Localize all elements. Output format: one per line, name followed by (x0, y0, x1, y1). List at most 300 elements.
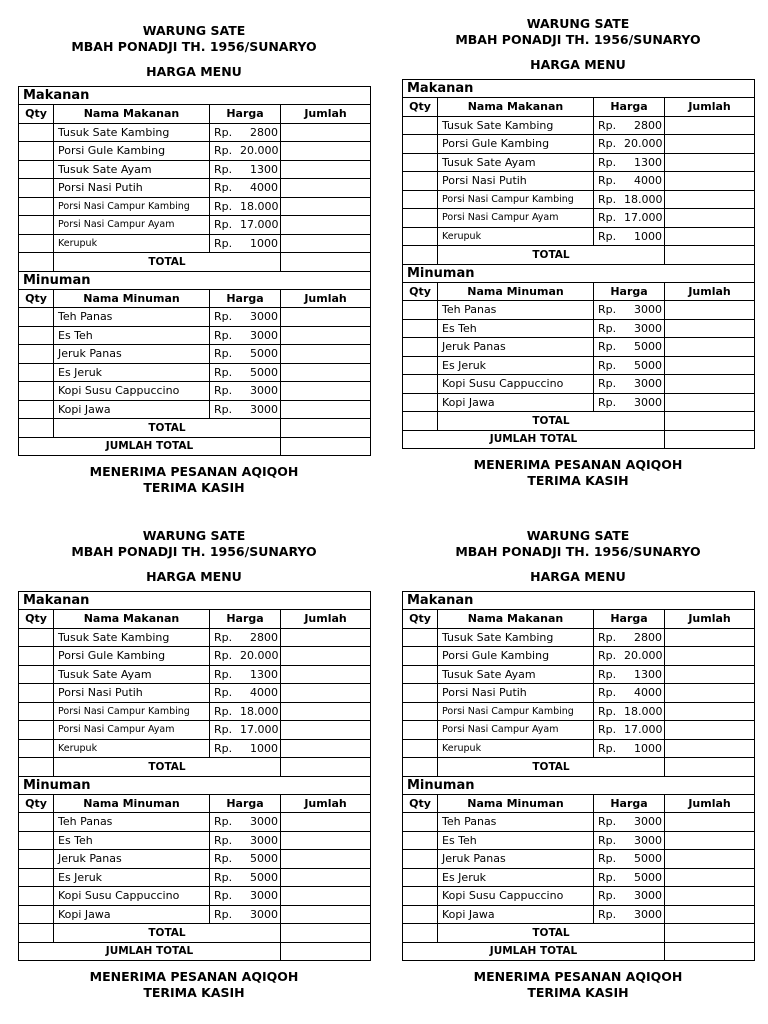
price-value: 2800 (634, 630, 662, 644)
amount-cell[interactable] (665, 190, 755, 209)
amount-header: Jumlah (665, 794, 755, 813)
food-section-title: Makanan (403, 592, 755, 610)
item-name: Kopi Susu Cappuccino (54, 382, 210, 401)
amount-cell[interactable] (281, 197, 371, 216)
currency-label: Rp. (598, 155, 617, 169)
drink-row (19, 831, 371, 850)
qty-cell[interactable] (403, 227, 438, 246)
item-name: Es Jeruk (438, 868, 594, 887)
amount-cell[interactable] (665, 301, 755, 320)
currency-label: Rp. (214, 347, 233, 361)
item-price (594, 831, 665, 850)
item-name: Teh Panas (438, 813, 594, 832)
qty-cell[interactable] (19, 382, 54, 401)
price-value: 5000 (250, 852, 278, 866)
qty-cell[interactable] (403, 702, 438, 721)
qty-cell[interactable] (19, 702, 54, 721)
amount-cell[interactable] (281, 363, 371, 382)
item-price (594, 393, 665, 412)
price-value: 3000 (634, 889, 662, 903)
currency-label: Rp. (598, 852, 617, 866)
amount-cell[interactable] (281, 850, 371, 869)
item-name: Es Teh (438, 831, 594, 850)
food-total-qty-cell[interactable] (19, 758, 54, 777)
currency-label: Rp. (598, 192, 617, 206)
drinks-total-amount-cell[interactable] (281, 924, 371, 943)
drinks-total-label: TOTAL (54, 924, 281, 943)
amount-cell[interactable] (281, 905, 371, 924)
drink-name-header: Nama Minuman (54, 794, 210, 813)
food-total-amount-cell[interactable] (665, 758, 755, 777)
item-price (594, 868, 665, 887)
food-row (403, 135, 755, 154)
amount-cell[interactable] (665, 721, 755, 740)
item-price (594, 813, 665, 832)
qty-cell[interactable] (403, 116, 438, 135)
price-value: 3000 (250, 402, 278, 416)
price-value: 4000 (634, 174, 662, 188)
amount-header: Jumlah (281, 610, 371, 629)
item-price (210, 142, 281, 161)
amount-cell[interactable] (665, 850, 755, 869)
drinks-total-amount-cell[interactable] (281, 419, 371, 438)
item-price (210, 382, 281, 401)
amount-cell[interactable] (665, 172, 755, 191)
item-price (210, 739, 281, 758)
item-name: Tusuk Sate Kambing (438, 116, 594, 135)
item-price (210, 813, 281, 832)
food-name-header: Nama Makanan (54, 610, 210, 629)
currency-label: Rp. (598, 815, 617, 829)
amount-cell[interactable] (281, 665, 371, 684)
price-value: 2800 (634, 118, 662, 132)
drink-row (19, 326, 371, 345)
amount-cell[interactable] (665, 905, 755, 924)
qty-cell[interactable] (403, 831, 438, 850)
amount-cell[interactable] (281, 831, 371, 850)
amount-cell[interactable] (665, 227, 755, 246)
qty-cell[interactable] (19, 326, 54, 345)
food-row (403, 153, 755, 172)
amount-cell[interactable] (665, 831, 755, 850)
amount-cell[interactable] (281, 813, 371, 832)
amount-cell[interactable] (665, 647, 755, 666)
price-value: 20.000 (240, 649, 279, 663)
qty-cell[interactable] (19, 887, 54, 906)
item-name: Porsi Nasi Putih (438, 684, 594, 703)
menu-table (402, 591, 755, 961)
price-header: Harga (594, 794, 665, 813)
item-price (594, 135, 665, 154)
currency-label: Rp. (214, 199, 233, 213)
item-name: Teh Panas (54, 308, 210, 327)
currency-label: Rp. (598, 833, 617, 847)
amount-cell[interactable] (665, 338, 755, 357)
qty-cell[interactable] (403, 375, 438, 394)
qty-cell[interactable] (403, 356, 438, 375)
qty-cell[interactable] (19, 665, 54, 684)
item-price (594, 375, 665, 394)
price-value: 3000 (634, 377, 662, 391)
food-row (403, 721, 755, 740)
drinks-section-title: Minuman (403, 776, 755, 794)
grand-total-amount-cell[interactable] (281, 437, 371, 456)
qty-cell[interactable] (19, 905, 54, 924)
currency-label: Rp. (214, 125, 233, 139)
food-row (19, 216, 371, 235)
price-header: Harga (594, 610, 665, 629)
amount-cell[interactable] (665, 813, 755, 832)
menu-header (18, 23, 370, 80)
qty-cell[interactable] (19, 142, 54, 161)
item-price (594, 227, 665, 246)
amount-cell[interactable] (665, 887, 755, 906)
currency-label: Rp. (598, 211, 617, 225)
restaurant-subname: MBAH PONADJI TH. 1956/SUNARYO (455, 32, 701, 47)
drink-row (403, 301, 755, 320)
qty-cell[interactable] (403, 739, 438, 758)
food-row (19, 123, 371, 142)
qty-cell[interactable] (19, 179, 54, 198)
item-price (594, 739, 665, 758)
amount-cell[interactable] (281, 647, 371, 666)
qty-header: Qty (19, 610, 54, 629)
qty-cell[interactable] (403, 647, 438, 666)
drink-row (403, 813, 755, 832)
item-name: Kerupuk (54, 739, 210, 758)
price-header: Harga (594, 282, 665, 301)
food-row (19, 142, 371, 161)
food-total-label: TOTAL (54, 253, 281, 272)
price-value: 3000 (634, 815, 662, 829)
menu-header (18, 528, 370, 585)
drinks-total-qty-cell[interactable] (403, 412, 438, 431)
currency-label: Rp. (598, 686, 617, 700)
item-price (210, 123, 281, 142)
drink-row (19, 887, 371, 906)
menu-footer (402, 457, 754, 489)
drink-row (403, 393, 755, 412)
qty-cell[interactable] (403, 209, 438, 228)
amount-cell[interactable] (281, 702, 371, 721)
price-value: 18.000 (240, 704, 279, 718)
drinks-total-qty-cell[interactable] (403, 924, 438, 943)
amount-cell[interactable] (281, 160, 371, 179)
price-value: 1300 (634, 667, 662, 681)
item-price (210, 400, 281, 419)
item-name: Porsi Gule Kambing (54, 142, 210, 161)
amount-cell[interactable] (665, 209, 755, 228)
amount-cell[interactable] (281, 868, 371, 887)
food-total-qty-cell[interactable] (403, 758, 438, 777)
currency-label: Rp. (214, 402, 233, 416)
item-price (594, 172, 665, 191)
qty-header: Qty (403, 98, 438, 117)
drinks-total-amount-cell[interactable] (665, 412, 755, 431)
qty-cell[interactable] (19, 308, 54, 327)
grand-total-amount-cell[interactable] (665, 430, 755, 449)
item-price (210, 234, 281, 253)
qty-cell[interactable] (19, 628, 54, 647)
qty-cell[interactable] (403, 190, 438, 209)
item-price (594, 301, 665, 320)
food-total-qty-cell[interactable] (19, 253, 54, 272)
qty-cell[interactable] (403, 319, 438, 338)
food-total-amount-cell[interactable] (281, 758, 371, 777)
amount-cell[interactable] (281, 721, 371, 740)
amount-cell[interactable] (281, 179, 371, 198)
qty-cell[interactable] (19, 363, 54, 382)
qty-cell[interactable] (19, 234, 54, 253)
grand-total-amount-cell[interactable] (281, 942, 371, 961)
price-value: 3000 (250, 889, 278, 903)
qty-cell[interactable] (19, 850, 54, 869)
food-row (403, 647, 755, 666)
currency-label: Rp. (214, 181, 233, 195)
food-total-label: TOTAL (438, 246, 665, 265)
qty-cell[interactable] (403, 868, 438, 887)
qty-cell[interactable] (403, 813, 438, 832)
currency-label: Rp. (214, 907, 233, 921)
drink-row (403, 905, 755, 924)
amount-cell[interactable] (665, 356, 755, 375)
item-price (210, 702, 281, 721)
food-total-qty-cell[interactable] (403, 246, 438, 265)
item-name: Porsi Nasi Campur Ayam (438, 209, 594, 228)
qty-cell[interactable] (403, 887, 438, 906)
currency-label: Rp. (214, 630, 233, 644)
qty-cell[interactable] (19, 197, 54, 216)
amount-cell[interactable] (281, 308, 371, 327)
currency-label: Rp. (214, 649, 233, 663)
qty-cell[interactable] (19, 813, 54, 832)
amount-cell[interactable] (665, 393, 755, 412)
item-name: Es Jeruk (54, 363, 210, 382)
drink-row (403, 887, 755, 906)
amount-cell[interactable] (665, 684, 755, 703)
amount-cell[interactable] (665, 375, 755, 394)
menu-card-1 (18, 23, 370, 496)
amount-cell[interactable] (281, 628, 371, 647)
currency-label: Rp. (214, 686, 233, 700)
item-name: Kerupuk (54, 234, 210, 253)
footer-order-note: MENERIMA PESANAN AQIQOH (473, 969, 683, 984)
qty-cell[interactable] (403, 721, 438, 740)
menu-table (402, 79, 755, 449)
food-section-title: Makanan (403, 80, 755, 98)
amount-cell[interactable] (281, 234, 371, 253)
grand-total-label: JUMLAH TOTAL (19, 437, 281, 456)
menu-card-2 (402, 16, 754, 489)
drinks-total-qty-cell[interactable] (19, 419, 54, 438)
qty-cell[interactable] (403, 393, 438, 412)
qty-cell[interactable] (19, 400, 54, 419)
amount-cell[interactable] (665, 153, 755, 172)
item-price (210, 647, 281, 666)
menu-card-4 (402, 528, 754, 1001)
currency-label: Rp. (214, 815, 233, 829)
amount-cell[interactable] (281, 887, 371, 906)
qty-header: Qty (19, 794, 54, 813)
item-name: Es Jeruk (54, 868, 210, 887)
amount-cell[interactable] (665, 319, 755, 338)
currency-label: Rp. (214, 870, 233, 884)
currency-label: Rp. (598, 118, 617, 132)
price-header: Harga (594, 98, 665, 117)
item-price (594, 356, 665, 375)
amount-cell[interactable] (665, 665, 755, 684)
qty-cell[interactable] (403, 665, 438, 684)
amount-cell[interactable] (281, 142, 371, 161)
amount-cell[interactable] (665, 135, 755, 154)
currency-label: Rp. (598, 321, 617, 335)
food-row (403, 628, 755, 647)
currency-label: Rp. (598, 395, 617, 409)
grand-total-label: JUMLAH TOTAL (19, 942, 281, 961)
price-value: 1300 (250, 667, 278, 681)
item-name: Es Teh (54, 831, 210, 850)
item-price (210, 850, 281, 869)
item-name: Kopi Jawa (54, 905, 210, 924)
drink-row (403, 850, 755, 869)
food-name-header: Nama Makanan (438, 98, 594, 117)
price-value: 3000 (250, 907, 278, 921)
item-name: Jeruk Panas (54, 345, 210, 364)
qty-cell[interactable] (19, 647, 54, 666)
footer-thanks: TERIMA KASIH (143, 480, 245, 495)
qty-cell[interactable] (403, 628, 438, 647)
amount-cell[interactable] (281, 345, 371, 364)
item-price (594, 116, 665, 135)
drinks-total-qty-cell[interactable] (19, 924, 54, 943)
currency-label: Rp. (598, 741, 617, 755)
price-value: 18.000 (624, 704, 663, 718)
qty-cell[interactable] (19, 345, 54, 364)
price-value: 2800 (250, 125, 278, 139)
amount-header: Jumlah (281, 289, 371, 308)
item-price (594, 319, 665, 338)
food-total-amount-cell[interactable] (665, 246, 755, 265)
currency-label: Rp. (214, 218, 233, 232)
restaurant-subname: MBAH PONADJI TH. 1956/SUNARYO (71, 544, 317, 559)
price-value: 17.000 (624, 723, 663, 737)
item-name: Es Teh (54, 326, 210, 345)
qty-cell[interactable] (403, 301, 438, 320)
qty-cell[interactable] (19, 216, 54, 235)
currency-label: Rp. (214, 384, 233, 398)
qty-cell[interactable] (19, 684, 54, 703)
grand-total-amount-cell[interactable] (665, 942, 755, 961)
price-value: 3000 (250, 815, 278, 829)
qty-cell[interactable] (403, 135, 438, 154)
item-name: Porsi Gule Kambing (438, 647, 594, 666)
food-row (403, 665, 755, 684)
item-name: Kopi Jawa (54, 400, 210, 419)
footer-order-note: MENERIMA PESANAN AQIQOH (473, 457, 683, 472)
amount-cell[interactable] (281, 123, 371, 142)
drinks-total-amount-cell[interactable] (665, 924, 755, 943)
price-value: 5000 (250, 365, 278, 379)
currency-label: Rp. (598, 358, 617, 372)
qty-cell[interactable] (19, 160, 54, 179)
item-price (594, 209, 665, 228)
food-total-amount-cell[interactable] (281, 253, 371, 272)
amount-cell[interactable] (665, 116, 755, 135)
currency-label: Rp. (214, 667, 233, 681)
item-name: Porsi Nasi Putih (54, 684, 210, 703)
qty-header: Qty (19, 289, 54, 308)
item-price (210, 179, 281, 198)
qty-cell[interactable] (19, 739, 54, 758)
qty-cell[interactable] (403, 684, 438, 703)
item-name: Tusuk Sate Ayam (438, 153, 594, 172)
amount-cell[interactable] (281, 326, 371, 345)
qty-cell[interactable] (403, 850, 438, 869)
drink-row (19, 382, 371, 401)
qty-cell[interactable] (403, 172, 438, 191)
amount-cell[interactable] (665, 628, 755, 647)
item-name: Porsi Nasi Campur Kambing (54, 702, 210, 721)
currency-label: Rp. (598, 907, 617, 921)
item-name: Tusuk Sate Ayam (54, 665, 210, 684)
item-price (594, 887, 665, 906)
qty-cell[interactable] (403, 338, 438, 357)
food-total-label: TOTAL (54, 758, 281, 777)
price-header: Harga (210, 794, 281, 813)
price-value: 5000 (634, 340, 662, 354)
item-name: Tusuk Sate Kambing (54, 123, 210, 142)
item-price (210, 345, 281, 364)
menu-title: HARGA MENU (146, 569, 242, 584)
currency-label: Rp. (214, 723, 233, 737)
amount-cell[interactable] (281, 400, 371, 419)
restaurant-name: WARUNG SATE (142, 23, 246, 38)
item-price (594, 665, 665, 684)
drinks-section-title: Minuman (19, 776, 371, 794)
menu-footer (18, 969, 370, 1001)
item-name: Jeruk Panas (438, 850, 594, 869)
amount-cell[interactable] (281, 684, 371, 703)
qty-cell[interactable] (403, 905, 438, 924)
currency-label: Rp. (598, 174, 617, 188)
food-row (19, 684, 371, 703)
food-row (19, 702, 371, 721)
drinks-section-title: Minuman (19, 271, 371, 289)
qty-cell[interactable] (19, 123, 54, 142)
drink-row (403, 319, 755, 338)
food-row (403, 702, 755, 721)
amount-cell[interactable] (281, 382, 371, 401)
qty-cell[interactable] (403, 153, 438, 172)
item-price (210, 326, 281, 345)
amount-cell[interactable] (665, 868, 755, 887)
qty-cell[interactable] (19, 831, 54, 850)
grand-total-label: JUMLAH TOTAL (403, 430, 665, 449)
price-value: 20.000 (624, 137, 663, 151)
price-header: Harga (210, 610, 281, 629)
amount-cell[interactable] (665, 702, 755, 721)
amount-cell[interactable] (281, 216, 371, 235)
qty-header: Qty (403, 610, 438, 629)
amount-cell[interactable] (281, 739, 371, 758)
qty-cell[interactable] (19, 721, 54, 740)
price-value: 3000 (634, 395, 662, 409)
menu-title: HARGA MENU (530, 57, 626, 72)
footer-order-note: MENERIMA PESANAN AQIQOH (89, 969, 299, 984)
amount-cell[interactable] (665, 739, 755, 758)
item-price (210, 665, 281, 684)
qty-cell[interactable] (19, 868, 54, 887)
